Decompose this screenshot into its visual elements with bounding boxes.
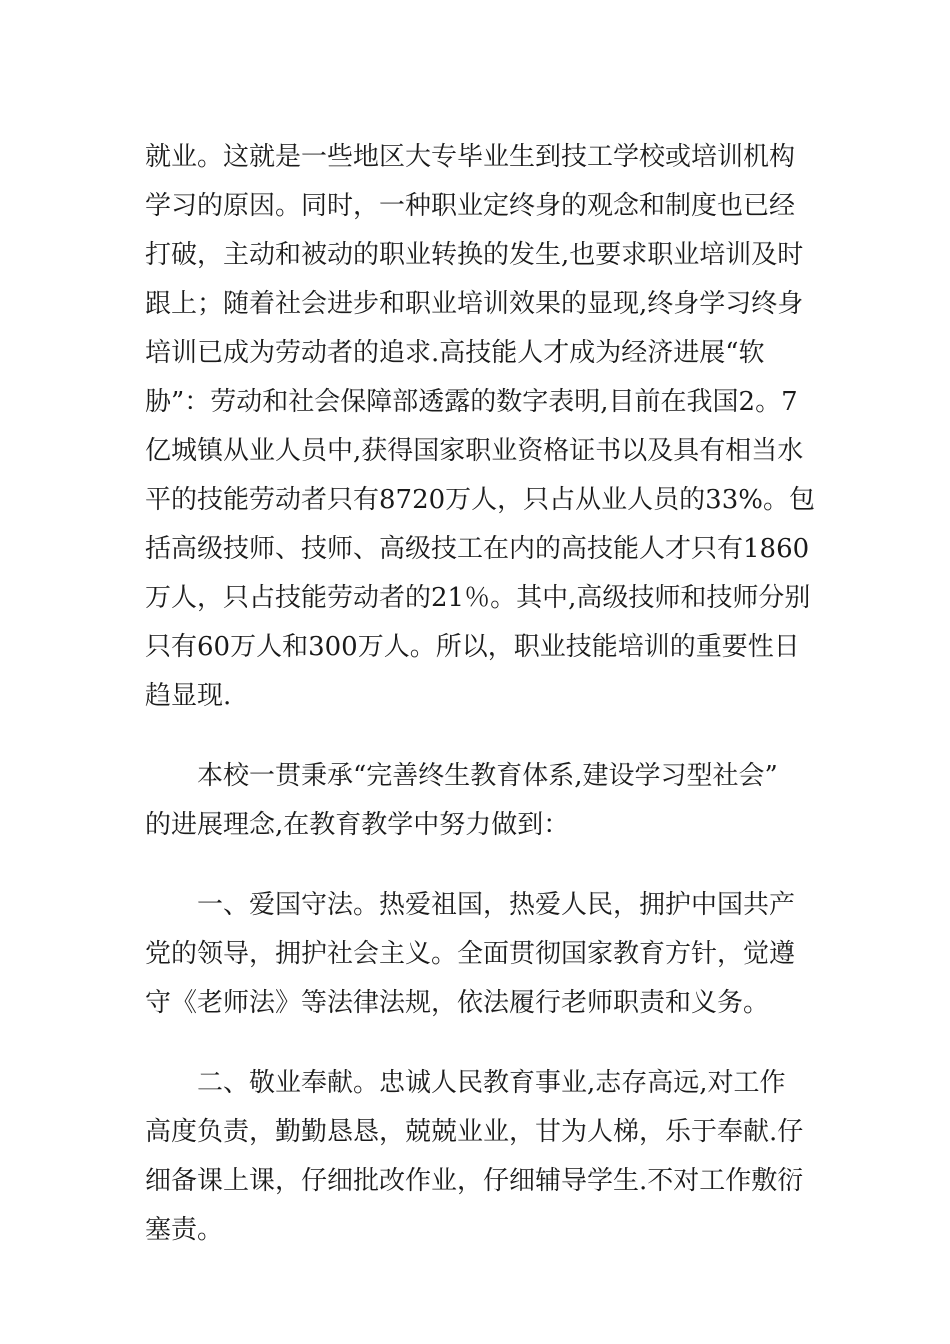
text-line: 一、爱国守法。热爱祖国，热爱人民，拥护中国共产 [197,890,796,920]
text-line: 只有60万人和300万人。所以，职业技能培训的重要性日 [145,632,800,662]
paragraph-spacer [145,721,810,752]
text-line: 培训已成为劳动者的追求.高技能人才成为经济进展“软 [145,338,765,368]
document-body [145,133,815,1255]
text-line: 本校一贯秉承“完善终生教育体系,建设学习型社会” [197,761,778,791]
paragraph-spacer [145,1028,810,1059]
text-line: 塞责。 [145,1215,224,1245]
text-line: 趋显现. [145,681,232,711]
text-line: 打破，主动和被动的职业转换的发生,也要求职业培训及时 [145,240,804,270]
text-line: 高度负责，勤勤恳恳，兢兢业业，甘为人梯，乐于奉献.仔 [145,1117,804,1147]
paragraph-patriotism [145,881,810,1028]
text-line: 跟上；随着社会进步和职业培训效果的显现,终身学习终身 [145,289,804,319]
paragraph-dedication [145,1059,810,1255]
text-line: 学习的原因。同时，一种职业定终身的观念和制度也已经 [145,191,796,221]
paragraph-school-philosophy [145,752,810,850]
text-line: 万人，只占技能劳动者的21％。其中,高级技师和技师分别 [145,583,811,613]
text-line: 守《老师法》等法律法规，依法履行老师职责和义务。 [145,988,770,1018]
text-line: 胁”：劳动和社会保障部透露的数字表明,目前在我国2。7 [145,387,798,417]
text-line: 就业。这就是一些地区大专毕业生到技工学校或培训机构 [145,142,796,172]
text-line: 细备课上课，仔细批改作业，仔细辅导学生.不对工作敷衍 [145,1166,804,1196]
paragraph-spacer [145,850,810,881]
paragraph-vocational-training [145,133,815,721]
text-line: 党的领导，拥护社会主义。全面贯彻国家教育方针，觉遵 [145,939,796,969]
text-line: 亿城镇从业人员中,获得国家职业资格证书以及具有相当水 [145,436,804,466]
text-line: 二、敬业奉献。忠诚人民教育事业,志存高远,对工作 [197,1068,786,1098]
text-line: 平的技能劳动者只有8720万人，只占从业人员的33%。包 [145,485,815,515]
text-line: 的进展理念,在教育教学中努力做到： [145,810,570,840]
text-line: 括高级技师、技师、高级技工在内的高技能人才只有1860 [145,534,810,564]
